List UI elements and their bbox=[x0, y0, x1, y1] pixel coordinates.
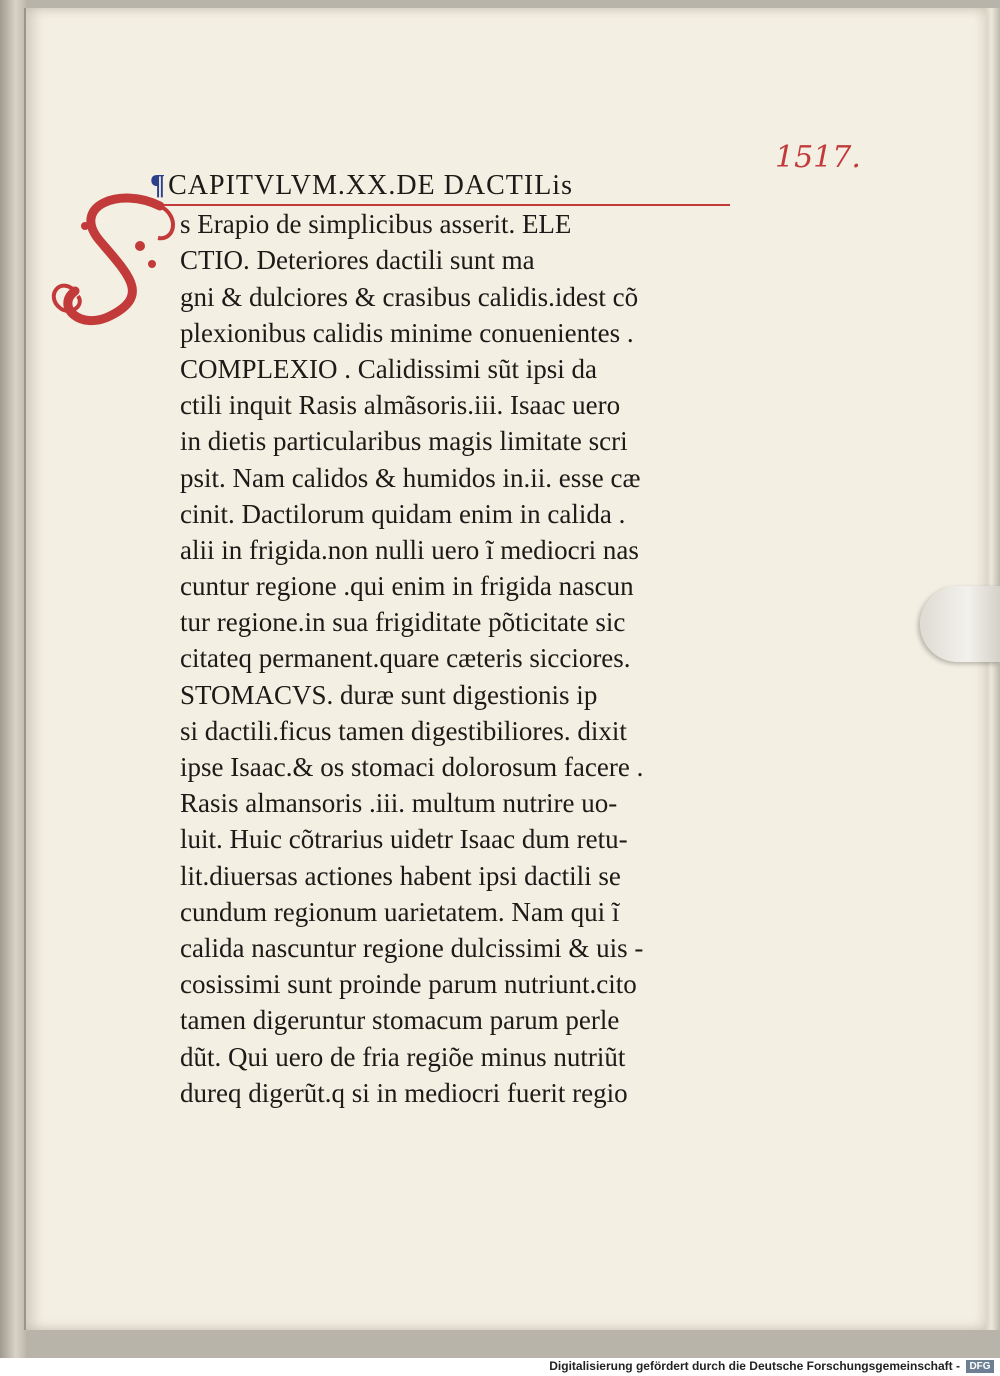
text-line: in dietis particularibus magis limitate scri bbox=[180, 426, 628, 457]
text-line: psit. Nam calidos & humidos in.ii. esse cæ bbox=[180, 462, 641, 493]
folio-number: 1517. bbox=[775, 140, 861, 175]
text-line: citateq permanent.quare cæteris sicciores. bbox=[180, 643, 631, 674]
text-line: cosissimi sunt proinde parum nutriunt.cito bbox=[180, 969, 637, 1000]
text-line: luit. Huic cõtrarius uidetr Isaac dum retu- bbox=[180, 824, 628, 855]
text-line: tur regione.in sua frigiditate põticitate sic bbox=[180, 607, 626, 638]
text-line: dureq digerũt.q si in mediocri fuerit regio bbox=[180, 1077, 628, 1108]
text-line: STOMACVS. duræ sunt digestionis ip bbox=[180, 679, 598, 710]
heading-text: CAPITVLVM.XX.DE DACTILis bbox=[168, 170, 573, 201]
chapter-heading bbox=[150, 168, 730, 206]
text-line: plexionibus calidis minime conuenientes . bbox=[180, 317, 634, 348]
text-line: CTIO. Deteriores dactili sunt ma bbox=[180, 245, 535, 276]
text-line: ctili inquit Rasis almãsoris.iii. Isaac uero bbox=[180, 390, 621, 421]
text-line: cuntur regione .qui enim in frigida nascun bbox=[180, 571, 634, 602]
attribution-text: Digitalisierung gefördert durch die Deutsche Forschungsgemeinschaft - bbox=[549, 1359, 960, 1373]
page-edge bbox=[986, 8, 1000, 1330]
text-line: lit.diuersas actiones habent ipsi dactili se bbox=[180, 860, 621, 891]
text-line: alii in frigida.non nulli uero ĩ mediocri nas bbox=[180, 534, 639, 565]
text-line: COMPLEXIO . Calidissimi sũt ipsi da bbox=[180, 353, 598, 384]
text-line: gni & dulciores & crasibus calidis.idest cõ bbox=[180, 281, 639, 312]
text-line: cundum regionum uarietatem. Nam qui ĩ bbox=[180, 896, 620, 927]
text-line: si dactili.ficus tamen digestibiliores. dixit bbox=[180, 715, 627, 746]
text-column bbox=[150, 168, 730, 1111]
pilcrow-icon: ¶ bbox=[150, 170, 167, 201]
text-line: calida nascuntur regione dulcissimi & uis - bbox=[180, 932, 644, 963]
attribution-bar bbox=[0, 1358, 1000, 1376]
text-line: Rasis almansoris .iii. multum nutrire uo- bbox=[180, 788, 618, 819]
text-line: s Erapio de simplicibus asserit. ELE bbox=[180, 209, 572, 240]
text-line: cinit. Dactilorum quidam enim in calida . bbox=[180, 498, 626, 529]
book-clip bbox=[920, 586, 1000, 662]
text-line: tamen digeruntur stomacum parum perle bbox=[180, 1005, 620, 1036]
dfg-logo: DFG bbox=[966, 1360, 994, 1373]
text-line: ipse Isaac.& os stomaci dolorosum facere . bbox=[180, 752, 644, 782]
text-line: dũt. Qui uero de fria regiõe minus nutriũt bbox=[180, 1041, 626, 1072]
book-gutter bbox=[0, 0, 26, 1358]
